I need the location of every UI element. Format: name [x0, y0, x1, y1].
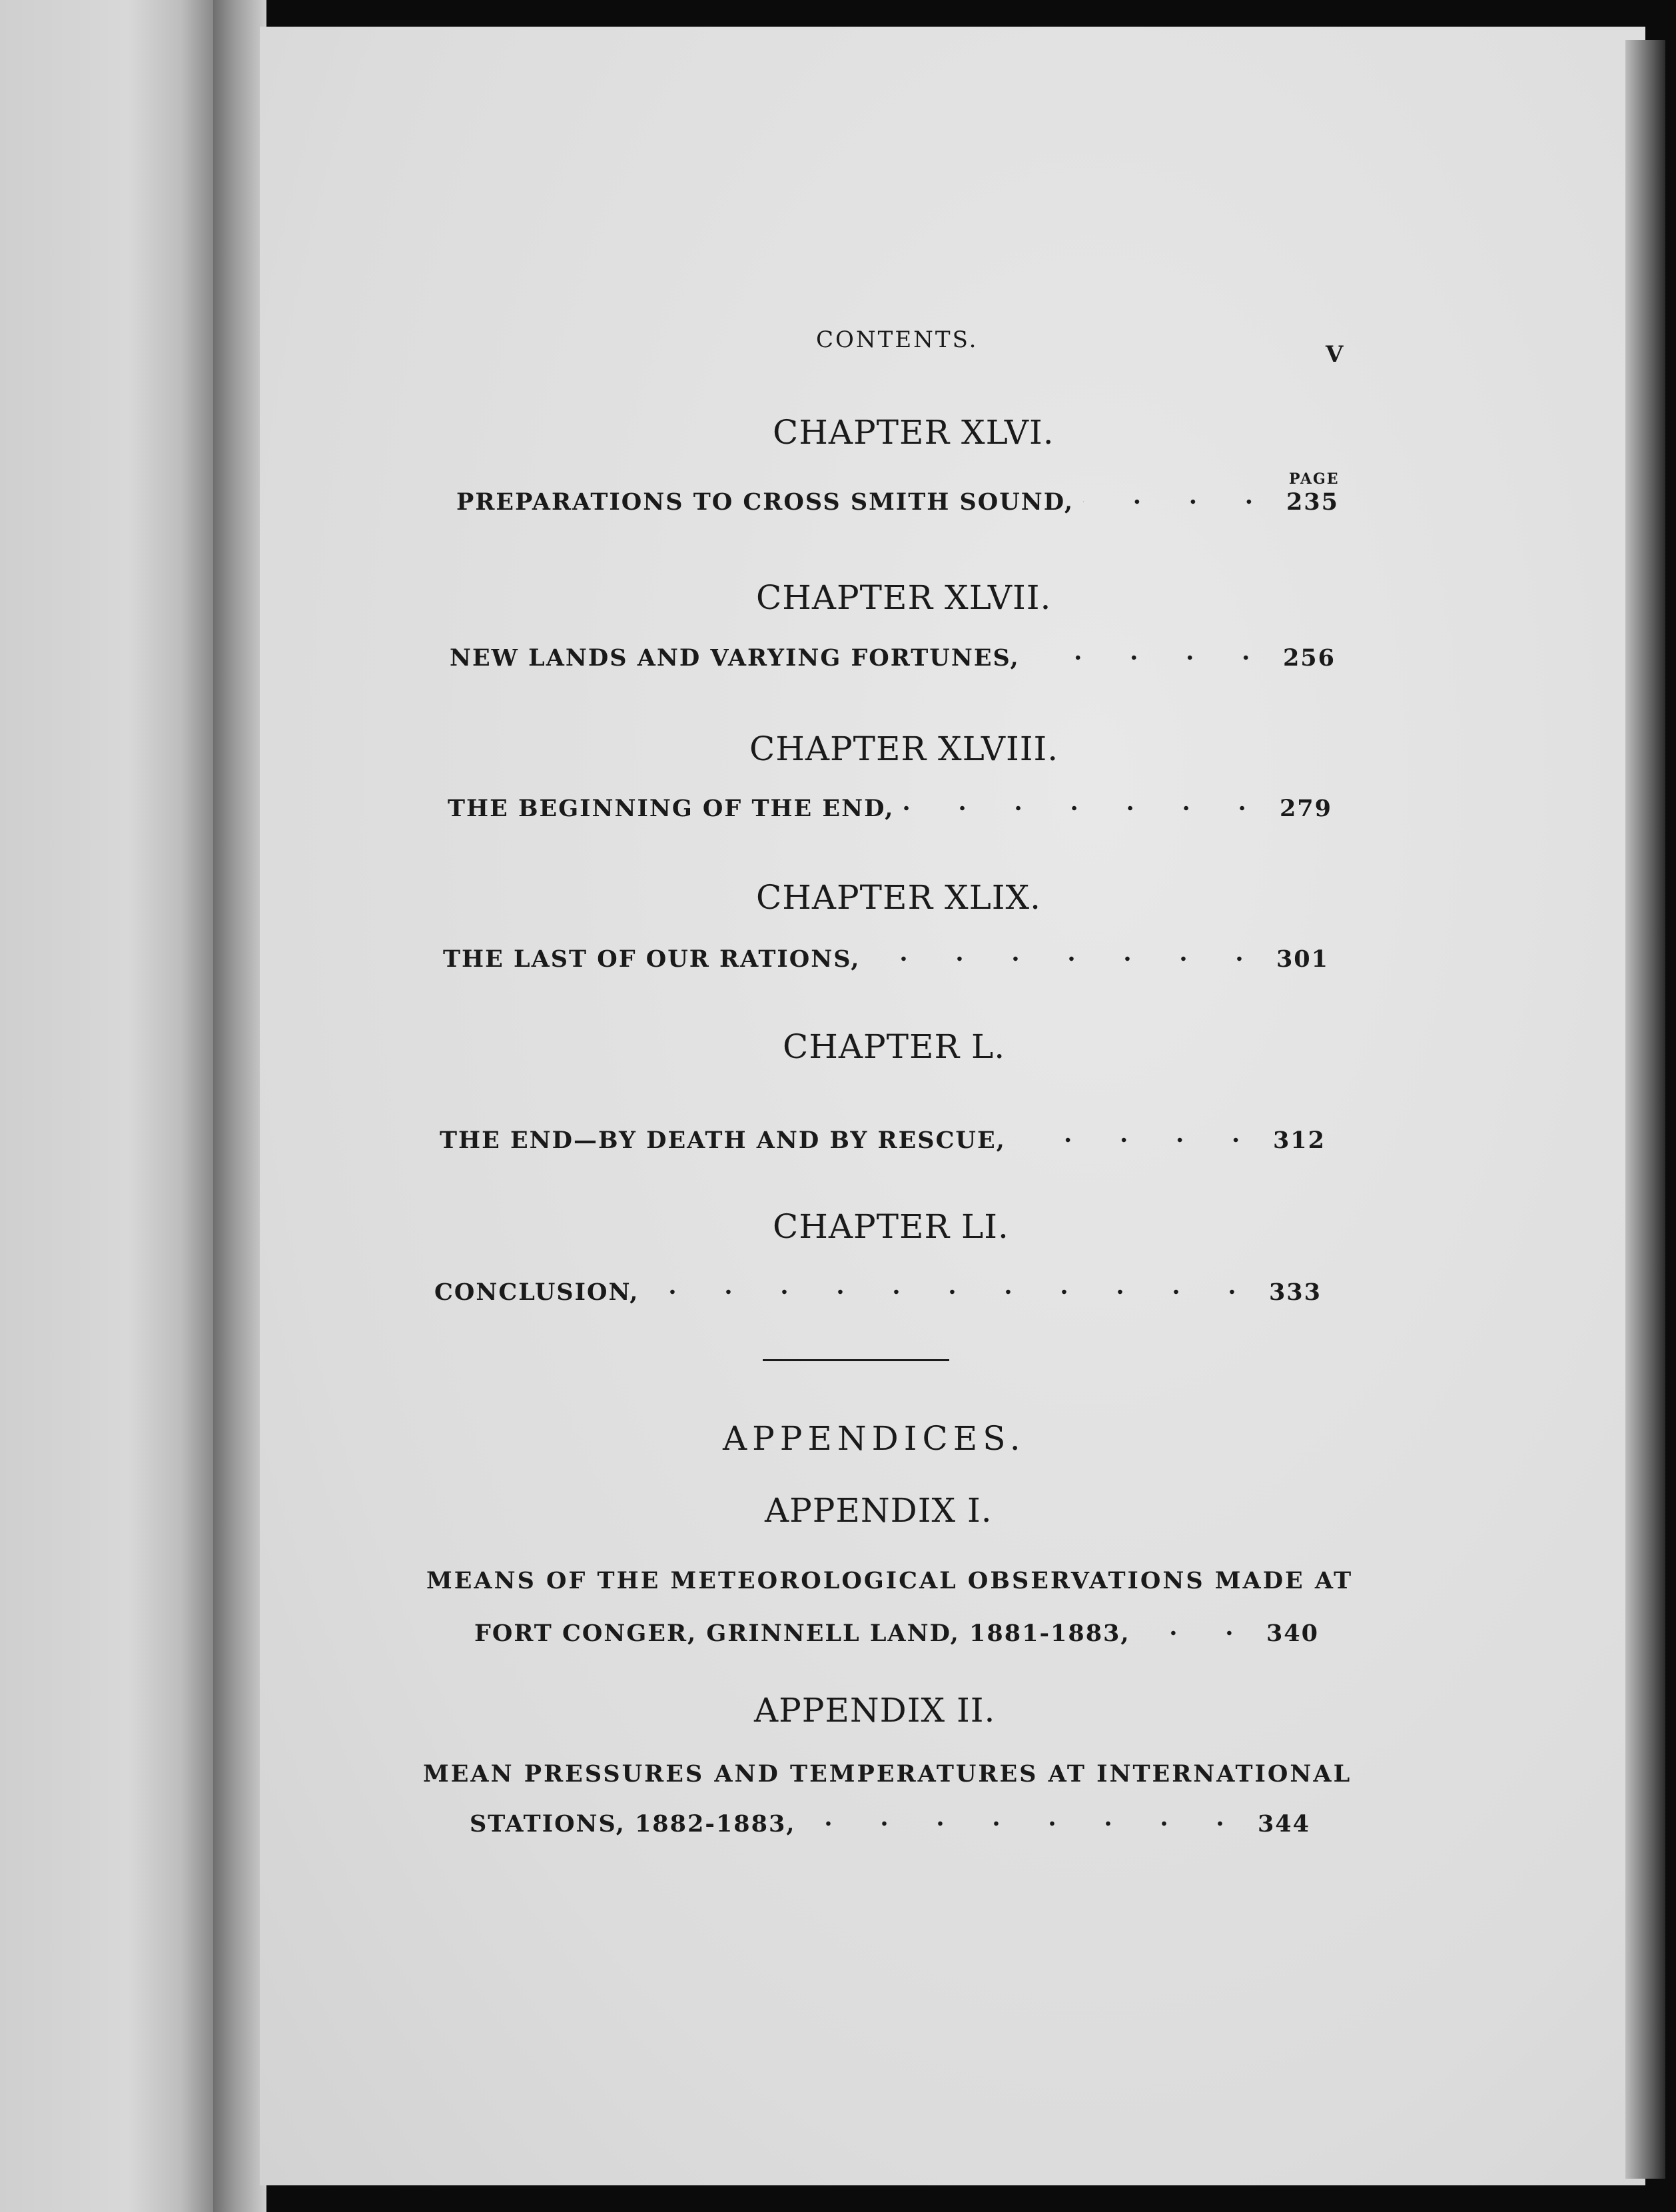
toc-entry[interactable] [448, 792, 1332, 825]
toc-entry[interactable] [440, 1123, 1326, 1157]
dot-leader [649, 1289, 1260, 1295]
dot-leader [1140, 1630, 1257, 1636]
toc-entry-page: 301 [1276, 945, 1329, 973]
toc-entry-page: 333 [1268, 1278, 1322, 1306]
toc-entry-title: THE END—BY DEATH AND BY RESCUE, [440, 1126, 1006, 1154]
toc-entry-page: 312 [1272, 1126, 1326, 1154]
toc-entry-title: CONCLUSION, [434, 1278, 639, 1306]
dot-leader [1029, 655, 1274, 660]
appendices-heading: APPENDICES. [723, 1419, 1026, 1458]
running-head: CONTENTS. [816, 326, 979, 353]
toc-entry[interactable] [470, 1807, 1310, 1840]
toc-entry-title: FORT CONGER, GRINNELL LAND, 1881-1883, [474, 1619, 1130, 1647]
chapter-heading: CHAPTER XLIX. [756, 878, 1042, 917]
chapter-heading: CHAPTER L. [783, 1027, 1006, 1066]
section-divider [763, 1359, 949, 1361]
toc-entry-page: 279 [1279, 794, 1332, 822]
chapter-heading: CHAPTER XLVIII. [749, 730, 1059, 768]
dot-leader [903, 806, 1270, 811]
dot-leader [1083, 499, 1277, 504]
facing-page-edge [0, 0, 213, 2212]
appendix-title-line: MEANS OF THE METEOROLOGICAL OBSERVATIONS MADE AT [426, 1567, 1354, 1594]
toc-entry[interactable] [443, 942, 1329, 975]
toc-entry[interactable] [474, 1616, 1319, 1650]
toc-entry-page: 344 [1257, 1810, 1310, 1838]
appendix-heading: APPENDIX II. [754, 1691, 996, 1730]
dot-leader [870, 956, 1267, 961]
toc-entry-page: 340 [1266, 1619, 1319, 1647]
toc-entry-title: THE BEGINNING OF THE END, [448, 794, 895, 822]
page-column-label: PAGE [1289, 470, 1340, 488]
appendix-heading: APPENDIX I. [765, 1491, 993, 1530]
page-fore-edge [1625, 40, 1665, 2179]
dot-leader [1015, 1137, 1264, 1143]
appendix-title-line: MEAN PRESSURES AND TEMPERATURES AT INTERNATIONAL [423, 1760, 1352, 1788]
toc-entry[interactable] [434, 1275, 1322, 1309]
toc-entry-title: NEW LANDS AND VARYING FORTUNES, [450, 644, 1020, 672]
toc-entry-title: PREPARATIONS TO CROSS SMITH SOUND, [456, 488, 1074, 516]
chapter-heading: CHAPTER XLVI. [773, 413, 1054, 452]
toc-entry-page: 235 [1286, 488, 1339, 516]
toc-entry-title: THE LAST OF OUR RATIONS, [443, 945, 861, 973]
book-gutter [213, 0, 266, 2212]
toc-entry-title: STATIONS, 1882-1883, [470, 1810, 796, 1838]
toc-entry-page: 256 [1282, 644, 1336, 672]
chapter-heading: CHAPTER XLVII. [756, 578, 1052, 617]
chapter-heading: CHAPTER LI. [773, 1207, 1009, 1246]
toc-entry[interactable] [450, 641, 1336, 674]
dot-leader [805, 1821, 1248, 1826]
toc-entry[interactable] [456, 485, 1339, 518]
page-folio: V [1326, 341, 1345, 368]
